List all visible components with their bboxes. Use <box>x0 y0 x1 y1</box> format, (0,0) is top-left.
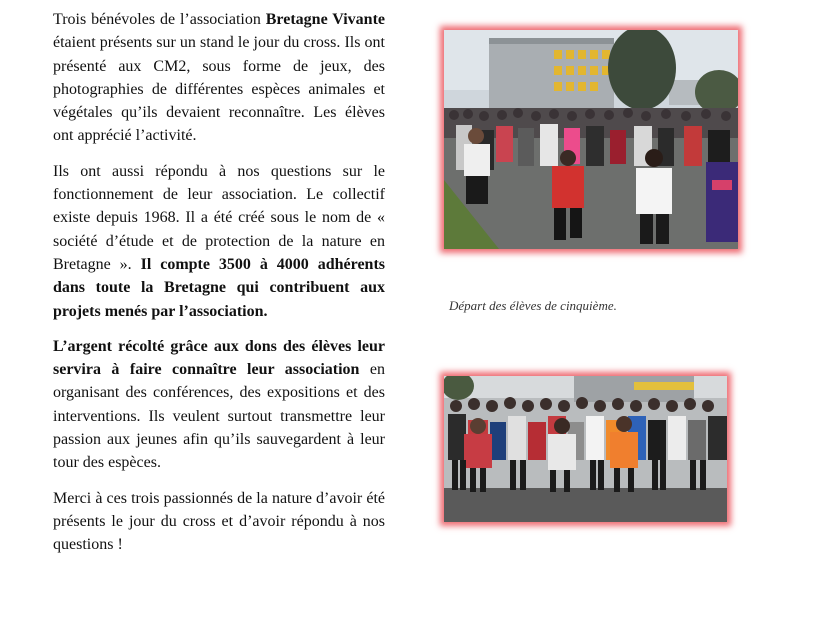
text-run: étaient présents sur un stand le jour du cross. Ils ont présenté aux CM2, sous forme de jeux, des photographies de différentes espèces animales et végétales qu’ils devaient reconnaître. Les élèves ont apprécié l’activité. <box>53 34 385 145</box>
cross-start-photo <box>444 30 738 249</box>
text-run-bold: Il compte 3500 à 4000 adhérents dans toute la Bretagne qui contribuent aux projets menés par l’association. <box>53 255 385 320</box>
text-run: en organisant des conférences, des expositions et des interventions. Ils veulent surtout transmettre leur passion aux jeunes afin qu’ils sauvegardent à leur tour des espèces. <box>53 361 385 472</box>
text-run: Merci à ces trois passionnés de la nature d’avoir été présents le jour du cross et d’avoir répondu à nos questions ! <box>53 489 385 554</box>
group-runners-illustration <box>444 376 727 522</box>
text-run: Ils ont aussi répondu à nos questions sur le fonctionnement de leur association. Le collectif existe depuis 1968. Il a été créé sous le nom de « société d’étude et de protection de la nature en Bretagne ». <box>53 162 385 273</box>
paragraph-3 <box>53 335 385 475</box>
text-run-bold: L’argent récolté grâce aux dons des élèves leur servira à faire connaître leur association <box>53 337 385 379</box>
photo-caption: Départ des élèves de cinquième. <box>449 298 617 313</box>
text-run: Trois bénévoles de l’association <box>53 11 266 28</box>
paragraph-4 <box>53 487 385 557</box>
paragraph-1 <box>53 8 385 148</box>
cross-start-illustration <box>444 30 738 249</box>
group-runners-photo <box>444 376 727 522</box>
text-run-bold: Bretagne Vivante <box>265 11 386 28</box>
paragraph-2 <box>53 160 385 323</box>
article-text-column <box>53 8 385 569</box>
